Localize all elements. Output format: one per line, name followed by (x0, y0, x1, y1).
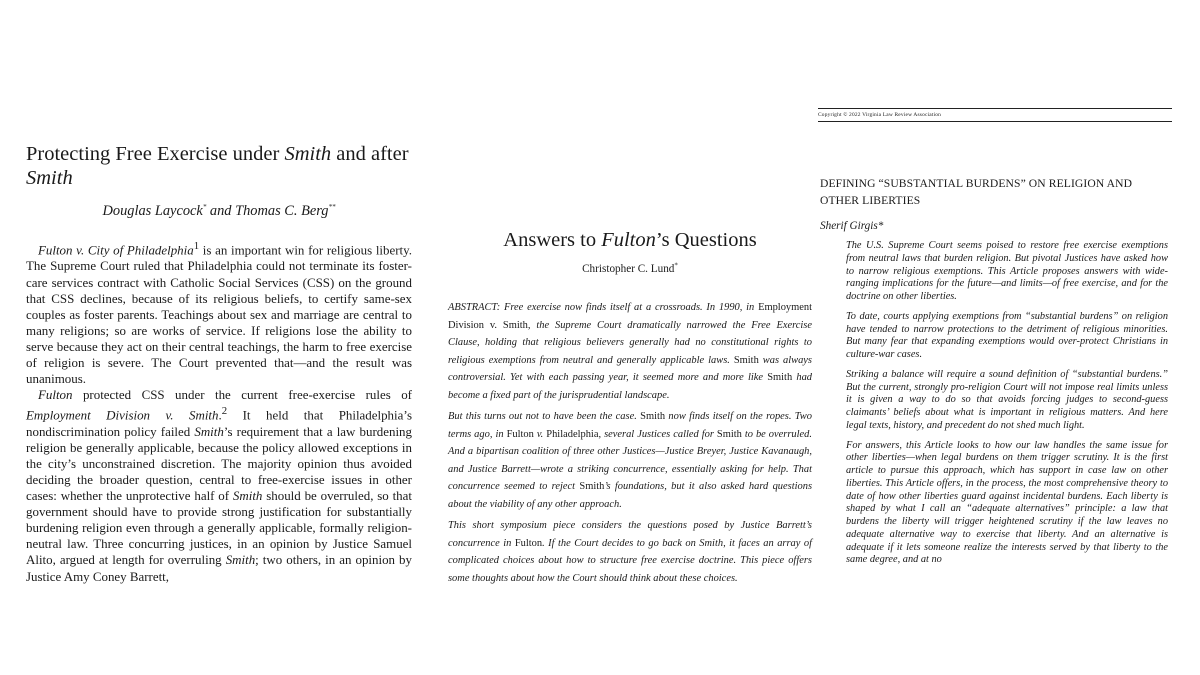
case-name: Smith (716, 428, 742, 440)
case-name: Smith (579, 481, 605, 492)
paragraph-text: This short symposium piece considers the questions posed by Justice Barrett’s concurrence in (448, 520, 812, 549)
article-author (448, 262, 812, 276)
case-name: Fulton v. City of Philadelphia (38, 242, 194, 258)
paragraph-text: is an important win for religious liberty. The Supreme Court ruled that Philadelphia could not terminate its foster-care services contract with Catholic Social Services (CSS) on the ground that CSS declines, because of its religious beliefs, to certify same-sex couples as foster parents. Teachings about sex and marriage are central to many religions; so are works of service. If religions lose the ability to serve because they act on their central teachings, the harm to free exercise of religion is severe. The Court prevented that—and the result was unanimous. (26, 242, 412, 387)
author-name: Douglas Laycock (102, 203, 203, 219)
case-name: Smith (733, 354, 759, 366)
title-emphasis: Smith (26, 167, 73, 189)
case-name: Smith (767, 372, 793, 383)
case-name: Fulton (38, 387, 73, 403)
article-title (26, 142, 412, 190)
article-author: Sherif Girgis* (820, 220, 884, 232)
abstract-paragraph: For answers, this Article looks to how our law handles the same issue for other liberties—when legal burdens on them trigger scrutiny. It is the first article to pursue this approach, which has support in case law on other liberties. This Article offers, in the process, the most comprehensive theory to date of how other liberties guard against incidental burdens. Each liberty is shaped by what I call an “adequate alternatives” principle: a law that burdens the liberty will trigger heightened scrutiny if the law leaves no adequate alternative way to exercise that liberty. And an alternative is adequate if it lets someone realize the interests served by that liberty to the same degree, and at no (846, 439, 1168, 566)
paragraph-text: , the Supreme Court dramatically narrowed the Free Exercise Clause, holding that religious believers generally had no constitutional rights to religious exemptions from neutral and generally applicable laws. (448, 319, 813, 366)
case-name: Employment Division v. Smith (448, 302, 812, 331)
author-name: Christopher C. Lund (582, 263, 675, 275)
article-title (448, 228, 812, 252)
paragraph-text: to be overruled. And a bipartisan coalition of three other Justices—Justice Breyer, Justice Kavanaugh, and Justice Barrett—wrote a striking concurrence, essentially asking for help. That concurrence seemed to reject (448, 428, 812, 492)
case-name: Smith (232, 488, 263, 504)
paragraph-text: ; two others, in an opinion by Justice Amy Coney Barrett, (26, 552, 412, 584)
body-paragraph (26, 238, 412, 387)
paragraph-text: , several Justices called for (598, 428, 717, 440)
article-panel-girgis (818, 108, 1172, 567)
title-emphasis: Fulton (601, 229, 656, 251)
article-panel-laycock-berg (26, 142, 412, 585)
abstract-paragraph (448, 299, 812, 404)
author-footnote-mark: * (674, 261, 678, 270)
article-panel-lund (448, 228, 812, 587)
header-rule (818, 108, 1172, 109)
abstract-paragraph: To date, courts applying exemptions from “substantial burdens” on religion have tended to narrow protections to the detriment of religious minorities. But many fear that expanding exemptions would over-protect Christians in culture-war cases. (846, 310, 1168, 360)
title-emphasis: Smith (284, 143, 332, 165)
paragraph-text: had become a fixed part of the jurisprudential landscape. (448, 372, 813, 401)
paragraph-text: protected CSS under the current free-exercise rules of (72, 387, 412, 403)
author-name: and Thomas C. Berg (206, 203, 329, 219)
author-footnote-mark: * (202, 203, 207, 212)
body-paragraph (26, 387, 412, 584)
case-name: Fulton (514, 537, 543, 549)
abstract-paragraph: The U.S. Supreme Court seems poised to restore free exercise exemptions from neutral laws that burden religion. But pivotal Justices have asked how to narrow religious exemptions. This Article proposes answers with wide-ranging implications for the future—and limits—of free exercise, and for the doctrine on other liberties. (846, 240, 1168, 302)
abstract-paragraph (448, 517, 812, 587)
case-name: Philadelphia (546, 428, 599, 440)
title-text: and after (331, 143, 409, 165)
paragraph-text: ’s requirement that a law burdening religion be generally applicable, because the policy allowed exceptions in the city’s unconstrained discretion. The majority opinion thus avoided deciding the broader question, central to free-exercise issues in other cases: whether the unprotective half of (26, 423, 412, 504)
paragraph-text: ’s foundations, but it also asked hard questions about the viability of any other approach. (448, 481, 813, 510)
paragraph-text: v. (533, 428, 547, 440)
case-name: Smith (640, 411, 666, 422)
paragraph-text: now finds itself on the ropes. Two terms ago, in (448, 411, 812, 440)
paragraph-text: But this turns out not to have been the case. (448, 411, 641, 422)
footnote-mark: 2 (221, 405, 228, 418)
title-text: Protecting Free Exercise under (26, 143, 285, 165)
paragraph-text: was always controversial. Yet with each passing year, it seemed more and more like (448, 354, 812, 383)
title-text: Answers to (503, 229, 602, 251)
footnote-mark: 1 (193, 240, 200, 252)
case-name: Smith (225, 552, 256, 568)
paragraph-text: It held that Philadelphia’s nondiscrimination policy failed (26, 407, 412, 439)
abstract-body (448, 299, 812, 587)
case-name: Fulton (506, 428, 534, 440)
paragraph-text: should be overruled, so that government should have to provide strong justification for substantially burdening religion even through a generally applicable, formally religion-neutral law. Three concurring justices, in an opinion by Justice Samuel Alito, argued at length for overruling (26, 488, 412, 568)
article-body (26, 238, 412, 585)
author-footnote-mark: ** (328, 203, 336, 212)
case-name: Smith (194, 423, 224, 439)
article-authors (26, 202, 412, 220)
header-rule (818, 121, 1172, 122)
title-text: ’s Questions (655, 229, 757, 251)
abstract-body (846, 240, 1168, 567)
case-name: Employment Division v. Smith (26, 407, 219, 423)
copyright-notice: Copyright © 2022 Virginia Law Review Association (818, 112, 942, 118)
abstract-paragraph (448, 408, 812, 513)
abstract-paragraph: Striking a balance will require a sound definition of “substantial burdens.” But the current, strongly pro-religion Court will not impose real limits unless it is given a way to do so that avoids forcing judges to second-guess claimants’ beliefs about what is important in religious matters. And here legal texts, history, and precedent do not shed much light. (846, 368, 1168, 431)
paragraph-text: . If the Court decides to go back on Smith, it faces an array of complicated choices about how to structure free exercise doctrine. This piece offers some thoughts about how the Court should think about these choices. (448, 537, 812, 584)
paragraph-text: ABSTRACT: Free exercise now finds itself at a crossroads. In 1990, in (448, 302, 759, 313)
paragraph-text: . (218, 407, 222, 423)
article-title: DEFINING “SUBSTANTIAL BURDENS” ON RELIGION AND OTHER LIBERTIES (820, 177, 1133, 207)
